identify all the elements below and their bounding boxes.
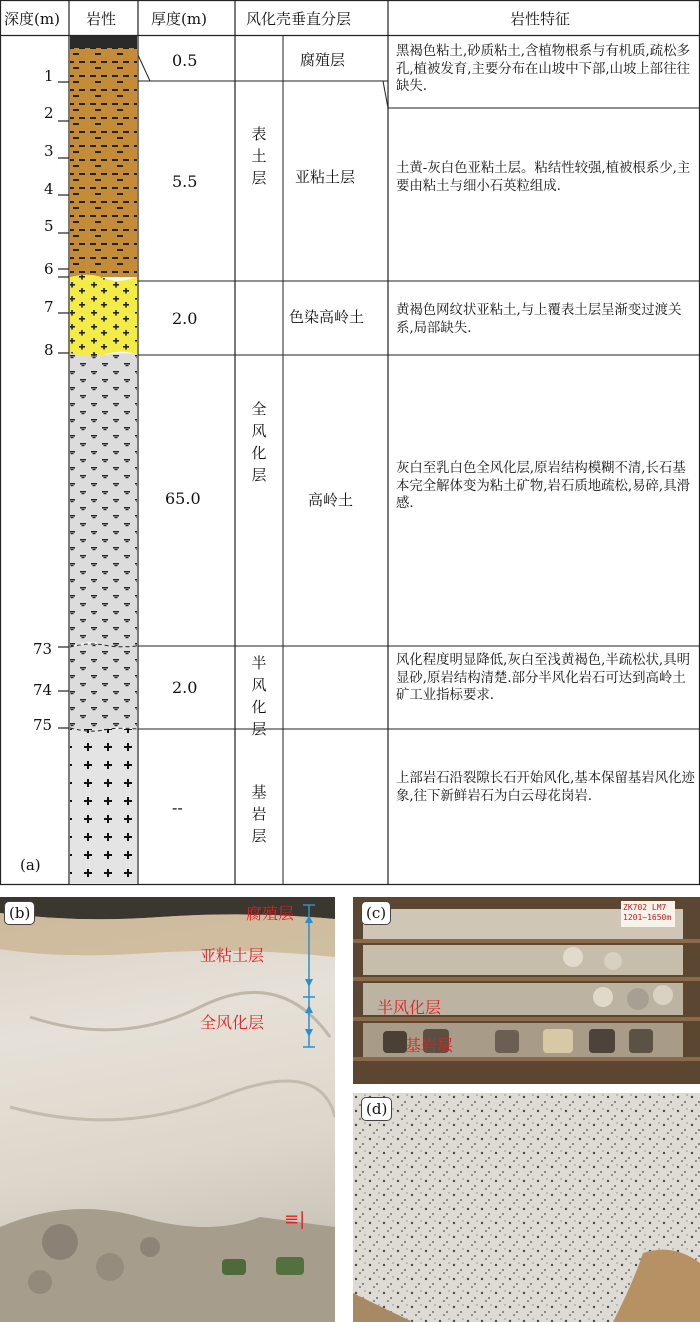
depth-tick: 8	[44, 341, 54, 359]
zone-bedrock: 基岩层	[251, 783, 267, 845]
header-features: 岩性特征	[510, 10, 571, 28]
zone-fully-weathered: 全风化层	[251, 400, 267, 484]
feature-text: 黄褐色网纹状亚粘土,与上覆表土层呈渐变过渡关系,局部缺失.	[396, 303, 682, 336]
depth-tick: 6	[44, 260, 54, 278]
photo-c-bedrock-label: 基岩层	[405, 1036, 454, 1055]
depth-tick: 5	[44, 217, 54, 235]
photo-b-humus-label: 腐殖层	[246, 904, 295, 923]
photo-c-semi-label: 半风化层	[377, 998, 442, 1017]
sublayer-name: 亚粘土层	[295, 168, 356, 186]
feature-text: 黑褐色粘土,砂质粘土,含植物根系与有机质,疏松多孔,植被发育,主要分布在山坡中下部,山坡上部往往缺失.	[396, 44, 690, 95]
header-zone: 风化壳垂直分层	[246, 10, 352, 28]
outcrop-illustration	[0, 897, 335, 1322]
photo-d-granite-sample	[353, 1093, 700, 1322]
panel-c-label: (c)	[361, 901, 391, 925]
photo-c-core-box	[353, 897, 700, 1084]
zone-semi-weathered: 半风化层	[251, 654, 267, 738]
feature-text: 土黄-灰白色亚粘土层。粘结性较强,植被根系少,主要由粘土与细小石英粒组成.	[396, 161, 691, 194]
core-box-tag: ZK702 LM7 1201~1650m	[623, 903, 672, 922]
depth-tick: 75	[33, 716, 53, 734]
header-thickness: 厚度(m)	[151, 10, 207, 28]
panel-a-label: (a)	[20, 856, 41, 874]
depth-tick: 73	[33, 640, 53, 658]
depth-tick: 1	[44, 67, 54, 85]
feature-text: 风化程度明显降低,灰白至浅黄褐色,半疏松状,具明显砂,原岩结构清楚.部分半风化岩石可达到高岭土矿工业指标要求.	[396, 653, 690, 704]
depth-tick: 7	[44, 298, 54, 316]
photo-b-fully-label: 全风化层	[200, 1013, 265, 1032]
sublayer-name: 高岭土	[308, 491, 354, 509]
panel-b-label: (b)	[4, 901, 35, 925]
depth-tick: 3	[44, 142, 54, 160]
feature-text: 上部岩石沿裂隙长石开始风化,基本保留基岩风化迹象,往下新鲜岩石为白云母花岗岩.	[396, 771, 695, 804]
thickness-value: 5.5	[172, 172, 198, 191]
feature-text: 灰白至乳白色全风化层,原岩结构模糊不清,长石基本完全解体变为粘土矿物,岩石质地疏松,易碎,具滑感.	[396, 461, 690, 512]
thickness-value: 2.0	[172, 678, 198, 697]
depth-tick: 4	[44, 180, 54, 198]
thickness-value: --	[172, 798, 183, 817]
zone-topsoil: 表土层	[251, 125, 267, 187]
thickness-value: 0.5	[172, 51, 198, 70]
thickness-value: 65.0	[165, 489, 201, 508]
header-depth: 深度(m)	[4, 10, 60, 28]
photo-b-scale-marker: ≡|	[284, 1209, 306, 1230]
photo-b-subclay-label: 亚粘土层	[200, 946, 265, 965]
granite-illustration	[353, 1093, 700, 1322]
header-lithology: 岩性	[86, 10, 117, 28]
thickness-value: 2.0	[172, 309, 198, 328]
sublayer-name: 腐殖层	[300, 51, 346, 69]
depth-tick: 74	[33, 681, 53, 699]
photo-b-outcrop	[0, 897, 335, 1322]
depth-tick: 2	[44, 104, 54, 122]
sublayer-name: 色染高岭土	[289, 308, 365, 326]
panel-d-label: (d)	[361, 1097, 392, 1121]
